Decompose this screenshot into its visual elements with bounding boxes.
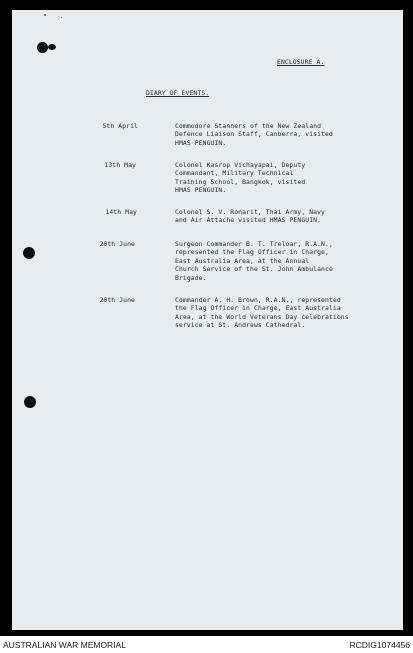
entry-text [175,208,325,225]
punch-hole-top-tear [48,44,56,50]
document-title: DIARY OF EVENTS. [146,89,210,97]
entry-line: Training School, Bangkok, visited [175,177,306,186]
punch-hole-top [37,42,48,53]
entry-date: 14th May [105,208,137,216]
entry-line: Colonel S. V. Ronarit, Thai Army, Navy [175,208,326,216]
entry-text [175,240,333,282]
entry-line: service at St. Andrews Cathedral. [175,321,306,330]
paper-speck [61,17,62,18]
record-id: RCDIG1074456 [349,640,410,650]
punch-hole-middle [23,247,35,259]
paper-speck [44,14,46,16]
archive-footer [0,636,413,653]
entry-line: and Air Attache visited HMAS PENGUIN. [175,216,322,225]
entry-date: 20th June [99,240,135,248]
entry-line: Brigade. [175,273,207,282]
document-page [12,10,403,630]
entry-text [175,296,349,330]
entry-line: East Australia Area, at the Annual [175,256,310,265]
entry-date: 20th June [99,296,135,304]
entry-date: 13th May [104,161,136,169]
entry-line: HMAS PENGUIN. [175,186,227,195]
entry-line: Commodore Stanners of the New Zealand [175,122,322,130]
entry-line: represented the Flag Officer in Charge, [175,248,329,257]
entry-line: Commandant, Military Technical [175,169,294,178]
entry-text [175,161,305,195]
enclosure-label: ENCLOSURE A. [277,58,325,66]
entry-line: Area, at the World Veterans Day celebrations [175,312,349,321]
entry-line: Surgeon Commander B. T. Treloar, R.A.N., [175,240,333,248]
institution-name: AUSTRALIAN WAR MEMORIAL [3,640,126,650]
entry-line: HMAS PENGUIN. [175,138,227,147]
entry-text [175,122,333,147]
entry-date: 5th April [102,122,138,130]
entry-line: Commander A. H. Brown, R.A.N., represented [175,296,341,304]
punch-hole-bottom [24,396,36,408]
entry-line: Church Service of the St. John Ambulance [175,265,333,274]
entry-line: Defence Liaison Staff, Canberra, visited [175,130,333,139]
entry-line: the Flag Officer in Charge, East Australia [175,304,341,313]
entry-line: Colonel Kasrop Vichayapai, Deputy [175,161,306,169]
